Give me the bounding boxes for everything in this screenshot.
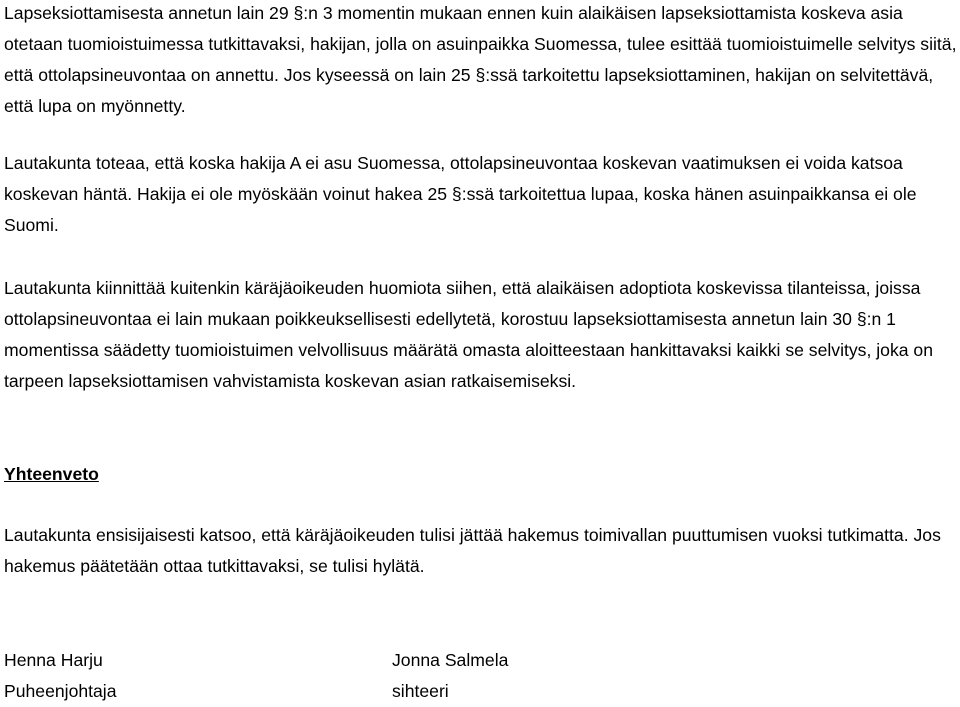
paragraph-adoption-law: Lapseksiottamisesta annetun lain 29 §:n 3 momentin mukaan ennen kuin alaikäisen lapseksiottamista koskeva asia otetaan tuomioistuimessa tutkittavaksi, hakijan, jolla on asuinpaikka Suomessa, tulee esittää tuomioistuimelle selvitys siitä, että ottolapsineuvontaa on annettu. Jos kyseessä on lain 25 §:ssä tarkoitettu lapseksiottaminen, hakijan on selvitettävä, että lupa on myönnetty. [4, 3, 957, 116]
signature-secretary [392, 645, 508, 707]
paragraph-court-attention: Lautakunta kiinnittää kuitenkin käräjäoikeuden huomiota siihen, että alaikäisen adoptiota koskevissa tilanteissa, joissa ottolapsineuvontaa ei lain mukaan poikkeuksellisesti edellytetä, korostuu lapseksiottamisesta annetun lain 30 §:n 1 momentissa säädetty tuomioistuimen velvollisuus määrätä omasta aloitteestaan hankittavaksi kaikki se selvitys, joka on tarpeen lapseksiottamisen vahvistamista koskevan asian ratkaisemiseksi. [4, 278, 933, 391]
summary-heading: Yhteenveto [4, 464, 99, 484]
signature-role: Puheenjohtaja [4, 681, 117, 701]
paragraph-committee-finding: Lautakunta toteaa, että koska hakija A ei asu Suomessa, ottolapsineuvontaa koskevan vaatimuksen ei voida katsoa koskevan häntä. Hakija ei ole myöskään voinut hakea 25 §:ssä tarkoitettua lupaa, koska hänen asuinpaikkansa ei ole Suomi. [4, 153, 917, 235]
signature-chair [4, 645, 117, 707]
signature-role: sihteeri [392, 681, 449, 701]
signature-name: Jonna Salmela [392, 650, 509, 670]
signature-name: Henna Harju [4, 650, 103, 670]
summary-paragraph: Lautakunta ensisijaisesti katsoo, että käräjäoikeuden tulisi jättää hakemus toimivallan puuttumisen vuoksi tutkimatta. Jos hakemus päätetään ottaa tutkittavaksi, se tulisi hylätä. [4, 525, 941, 576]
